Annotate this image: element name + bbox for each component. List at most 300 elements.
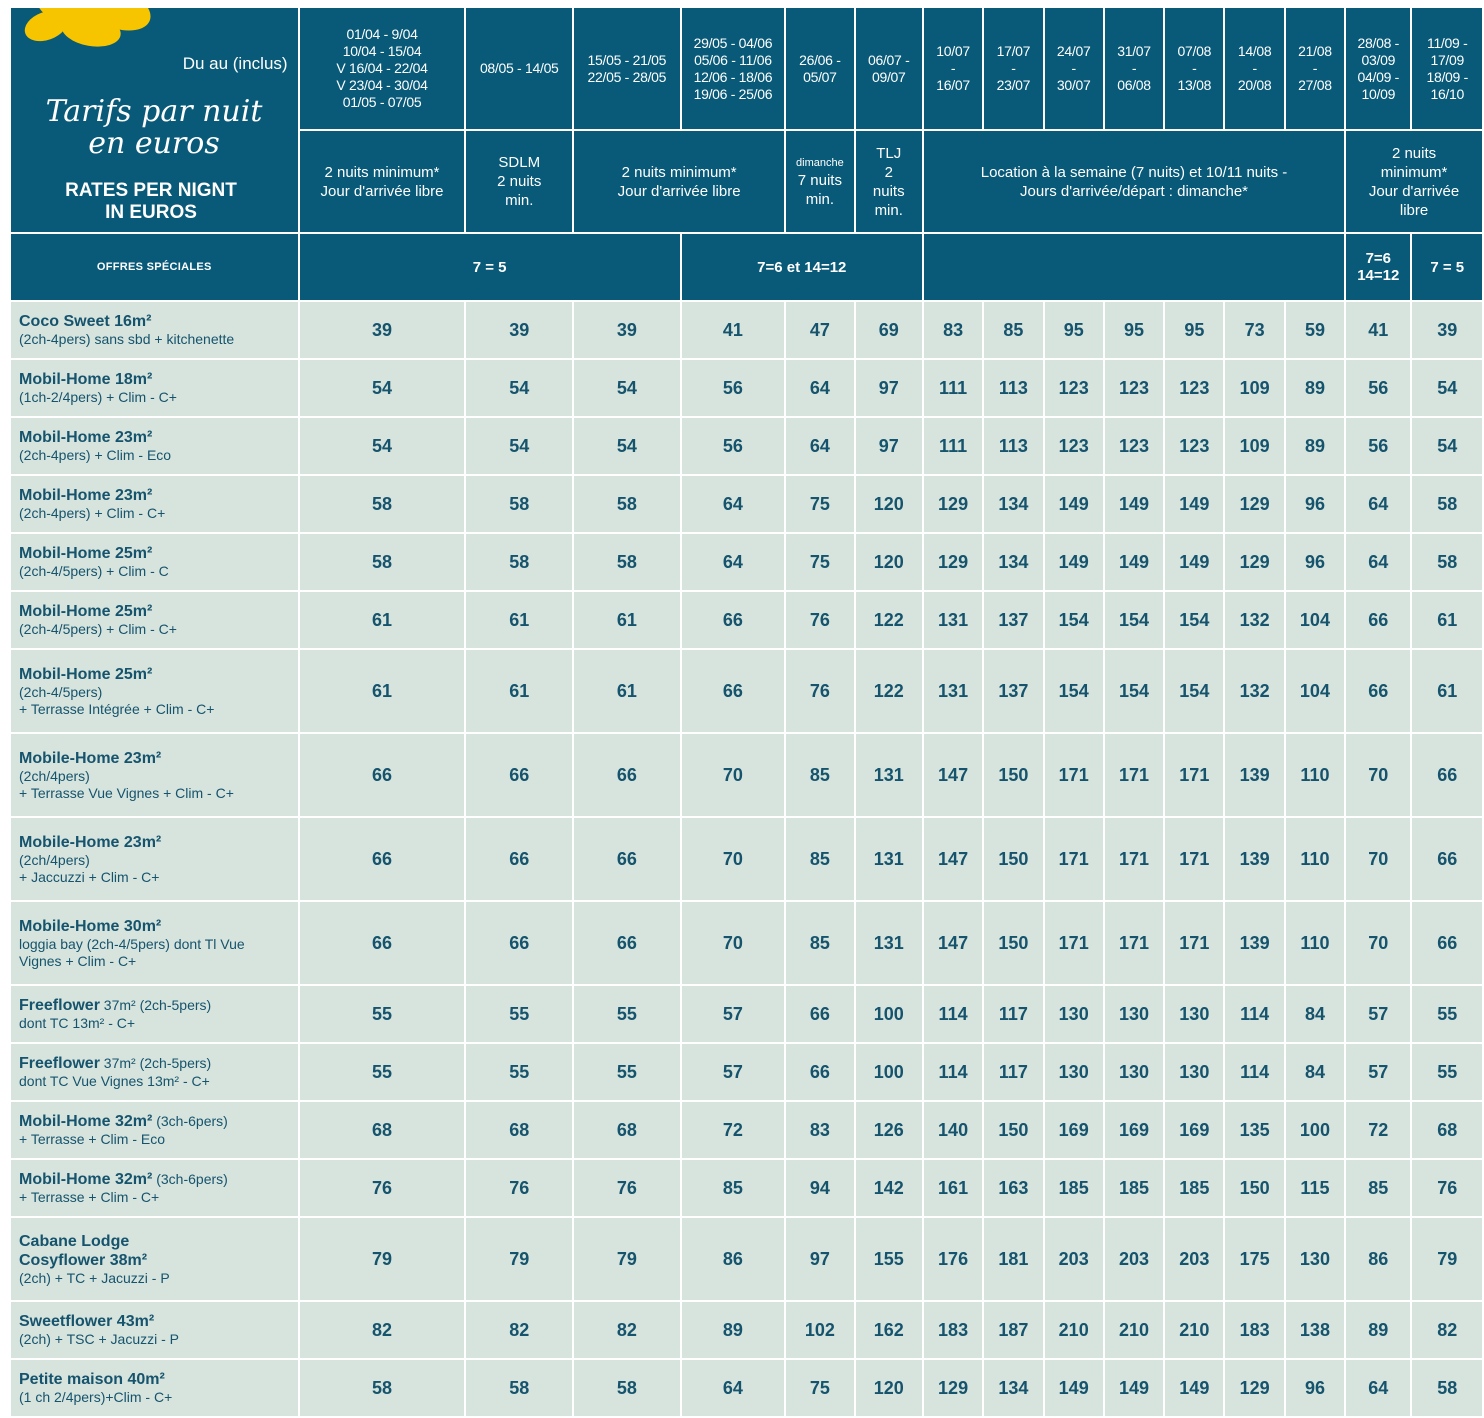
- price-cell: 97: [855, 359, 923, 417]
- accommodation-name-cell: [10, 649, 299, 733]
- price-cell: 66: [785, 985, 854, 1043]
- period-line: 03/09: [1361, 51, 1396, 68]
- accommodation-name: [19, 602, 292, 621]
- price-cell: 84: [1285, 1043, 1345, 1101]
- price-cell: 113: [983, 417, 1043, 475]
- period-header-cell: [465, 7, 573, 130]
- accommodation-name: [19, 312, 292, 331]
- period-line: 01/04 - 9/04: [346, 26, 418, 42]
- price-cell: 75: [785, 1359, 854, 1417]
- price-cell: 58: [299, 533, 466, 591]
- price-cell: 129: [923, 533, 983, 591]
- period-line: 17/07: [996, 43, 1031, 59]
- accommodation-detail: dont TC 13m² - C+: [19, 1015, 136, 1031]
- price-cell: 147: [923, 901, 983, 985]
- price-cell: 122: [855, 649, 923, 733]
- accommodation-detail: + Terrasse + Clim - C+: [19, 1189, 160, 1205]
- table-row: [10, 1217, 1483, 1301]
- rates-table: [9, 6, 1484, 1418]
- price-cell: 58: [465, 533, 573, 591]
- condition-line: 2 nuits minimum*: [621, 163, 737, 181]
- accommodation-name-suffix: 37m² (2ch-5pers): [99, 997, 212, 1013]
- table-row: [10, 901, 1483, 985]
- accommodation-name: [19, 1054, 292, 1073]
- period-line: 31/07: [1117, 43, 1151, 59]
- price-cell: 139: [1224, 901, 1284, 985]
- accommodation-detail: loggia bay (2ch-4/5pers) dont Tl Vue: [19, 935, 245, 952]
- price-cell: 55: [299, 985, 466, 1043]
- price-cell: 117: [983, 1043, 1043, 1101]
- price-cell: 57: [1345, 1043, 1411, 1101]
- price-cell: 76: [1411, 1159, 1483, 1217]
- accommodation-name: [19, 428, 292, 447]
- price-cell: 66: [573, 817, 681, 901]
- price-cell: 129: [923, 1359, 983, 1417]
- price-cell: 169: [1164, 1101, 1224, 1159]
- period-line: -: [1252, 60, 1257, 76]
- price-cell: 68: [573, 1101, 681, 1159]
- price-cell: 147: [923, 733, 983, 817]
- rates-table-container: [9, 6, 1484, 1418]
- price-cell: 64: [681, 533, 786, 591]
- accommodation-name: [19, 486, 292, 505]
- price-cell: 41: [681, 301, 786, 359]
- price-cell: 171: [1164, 901, 1224, 985]
- price-cell: 61: [299, 591, 466, 649]
- period-header-cell: [1164, 7, 1224, 130]
- period-line: 01/05 - 07/05: [342, 94, 422, 110]
- special-offer-cell: 7=6 et 14=12: [681, 233, 923, 301]
- table-row: [10, 1159, 1483, 1217]
- price-cell: 66: [465, 901, 573, 985]
- price-cell: 55: [573, 1043, 681, 1101]
- price-cell: 76: [785, 649, 854, 733]
- price-cell: 61: [1411, 649, 1483, 733]
- price-cell: 149: [1104, 533, 1164, 591]
- price-cell: 137: [983, 591, 1043, 649]
- accommodation-name-line2: Cosyflower 38m²: [19, 1251, 148, 1269]
- price-cell: 85: [785, 733, 854, 817]
- price-cell: 150: [1224, 1159, 1284, 1217]
- price-cell: 163: [983, 1159, 1043, 1217]
- accommodation-detail: (1 ch 2/4pers)+Clim - C+: [19, 1389, 173, 1405]
- accommodation-name-text: Cabane Lodge: [19, 1232, 130, 1250]
- price-cell: 149: [1164, 475, 1224, 533]
- price-cell: 161: [923, 1159, 983, 1217]
- price-cell: 210: [1044, 1301, 1104, 1359]
- period-line: 13/08: [1177, 77, 1212, 93]
- accommodation-detail: (2ch-4/5pers): [19, 683, 103, 700]
- condition-header-cell: [855, 130, 923, 233]
- period-line: 26/06 -: [799, 51, 841, 68]
- special-offer-cell: 7 = 5: [1411, 233, 1483, 301]
- price-cell: 185: [1044, 1159, 1104, 1217]
- period-line: 28/08 -: [1357, 34, 1400, 51]
- price-cell: 95: [1164, 301, 1224, 359]
- price-cell: 83: [785, 1101, 854, 1159]
- period-line: 05/06 - 11/06: [694, 51, 772, 68]
- price-cell: 39: [299, 301, 466, 359]
- price-cell: 175: [1224, 1217, 1284, 1301]
- price-cell: 100: [1285, 1101, 1345, 1159]
- price-cell: 70: [681, 817, 786, 901]
- special-offers-row: [10, 233, 1483, 301]
- accommodation-name-cell: [10, 475, 299, 533]
- price-cell: 132: [1224, 649, 1284, 733]
- price-cell: 76: [465, 1159, 573, 1217]
- condition-header-cell: [785, 130, 854, 233]
- price-cell: 70: [681, 901, 786, 985]
- condition-header-cell: [923, 130, 1345, 233]
- price-cell: 79: [465, 1217, 573, 1301]
- price-cell: 70: [681, 733, 786, 817]
- price-cell: 120: [855, 475, 923, 533]
- price-cell: 61: [465, 591, 573, 649]
- price-cell: 149: [1104, 1359, 1164, 1417]
- accommodation-name-cell: [10, 1359, 299, 1417]
- period-line: 27/08: [1298, 77, 1332, 93]
- price-cell: 131: [855, 733, 923, 817]
- price-cell: 39: [465, 301, 573, 359]
- accommodation-name: [19, 917, 292, 936]
- accommodation-name-text: Mobile-Home 23m²: [19, 833, 162, 851]
- price-cell: 66: [573, 733, 681, 817]
- table-row: [10, 1043, 1483, 1101]
- condition-header-cell: [573, 130, 785, 233]
- period-header-cell: [1345, 7, 1411, 130]
- price-cell: 54: [1411, 417, 1483, 475]
- price-cell: 66: [299, 733, 466, 817]
- price-cell: 171: [1044, 817, 1104, 901]
- period-line: 15/05 - 21/05: [587, 51, 667, 68]
- accommodation-name: [19, 1112, 292, 1131]
- accommodation-detail: + Terrasse + Clim - Eco: [19, 1131, 166, 1147]
- price-cell: 55: [573, 985, 681, 1043]
- price-cell: 134: [983, 475, 1043, 533]
- period-line: V 16/04 - 22/04: [336, 60, 428, 76]
- price-cell: 111: [923, 359, 983, 417]
- accommodation-detail: (2ch) + TSC + Jacuzzi - P: [19, 1331, 180, 1347]
- price-cell: 113: [983, 359, 1043, 417]
- price-cell: 171: [1104, 901, 1164, 985]
- periods-header-row: [10, 7, 1483, 130]
- price-cell: 56: [1345, 359, 1411, 417]
- price-cell: 58: [573, 1359, 681, 1417]
- price-cell: 100: [855, 1043, 923, 1101]
- accommodation-name-cell: [10, 301, 299, 359]
- price-cell: 110: [1285, 901, 1345, 985]
- accommodation-name-text: Sweetflower 43m²: [19, 1313, 155, 1330]
- period-header-cell: [923, 7, 983, 130]
- rates-subtitle-line1: RATES PER NIGNT: [65, 180, 237, 201]
- price-cell: 89: [1345, 1301, 1411, 1359]
- price-cell: 185: [1164, 1159, 1224, 1217]
- price-cell: 100: [855, 985, 923, 1043]
- price-cell: 56: [1345, 417, 1411, 475]
- price-cell: 171: [1164, 817, 1224, 901]
- price-cell: 79: [573, 1217, 681, 1301]
- price-cell: 70: [1345, 817, 1411, 901]
- price-cell: 64: [1345, 533, 1411, 591]
- price-cell: 58: [1411, 475, 1483, 533]
- special-offer-line: 7=6: [1365, 250, 1392, 267]
- price-cell: 82: [1411, 1301, 1483, 1359]
- price-cell: 150: [983, 733, 1043, 817]
- special-offer-line: 14=12: [1357, 267, 1400, 284]
- price-cell: 79: [299, 1217, 466, 1301]
- period-line: -: [1011, 60, 1016, 76]
- condition-line: Jour d'arrivée libre: [617, 182, 741, 200]
- price-cell: 82: [465, 1301, 573, 1359]
- period-line: -: [1192, 60, 1197, 76]
- price-cell: 102: [785, 1301, 854, 1359]
- period-line: 23/07: [996, 77, 1031, 93]
- price-cell: 72: [681, 1101, 786, 1159]
- price-cell: 210: [1104, 1301, 1164, 1359]
- price-cell: 109: [1224, 359, 1284, 417]
- price-cell: 123: [1164, 417, 1224, 475]
- price-cell: 150: [983, 817, 1043, 901]
- special-offer-empty-cell: [923, 233, 1345, 301]
- condition-line: Jour d'arrivée libre: [320, 182, 444, 200]
- table-row: [10, 1101, 1483, 1159]
- price-cell: 58: [1411, 533, 1483, 591]
- table-row: [10, 591, 1483, 649]
- condition-line: 2 nuits: [1391, 144, 1437, 162]
- flower-logo-icon: [11, 7, 161, 68]
- accommodation-detail: (2ch/4pers): [19, 767, 90, 784]
- price-cell: 126: [855, 1101, 923, 1159]
- price-cell: 130: [1104, 985, 1164, 1043]
- price-cell: 183: [1224, 1301, 1284, 1359]
- special-offer-cell: [1345, 233, 1411, 301]
- price-cell: 64: [1345, 475, 1411, 533]
- price-cell: 154: [1104, 649, 1164, 733]
- accommodation-name-cell: [10, 1159, 299, 1217]
- special-offers-label: OFFRES SPÉCIALES: [10, 233, 299, 301]
- tarifs-title: [29, 96, 279, 160]
- price-cell: 129: [1224, 1359, 1284, 1417]
- price-cell: 149: [1044, 533, 1104, 591]
- accommodation-name-cell: [10, 985, 299, 1043]
- table-row: [10, 649, 1483, 733]
- accommodation-detail: dont TC Vue Vignes 13m² - C+: [19, 1073, 210, 1089]
- price-cell: 66: [1411, 733, 1483, 817]
- accommodation-detail: (2ch) + TC + Jacuzzi - P: [19, 1269, 170, 1286]
- accommodation-name-text: Mobile-Home 30m²: [19, 917, 162, 935]
- price-cell: 68: [465, 1101, 573, 1159]
- price-cell: 75: [785, 475, 854, 533]
- table-row: [10, 359, 1483, 417]
- price-cell: 55: [299, 1043, 466, 1101]
- accommodation-detail: (2ch-4pers) sans sbd + kitchenette: [19, 331, 235, 347]
- price-cell: 56: [681, 417, 786, 475]
- price-cell: 55: [1411, 985, 1483, 1043]
- accommodation-name: [19, 833, 292, 852]
- period-line: -: [950, 60, 956, 76]
- table-row: [10, 533, 1483, 591]
- price-cell: 139: [1224, 817, 1284, 901]
- accommodation-name-text: Mobil-Home 23m²: [19, 429, 153, 446]
- price-cell: 56: [681, 359, 786, 417]
- accommodation-name-text: Mobil-Home 32m²: [19, 1113, 153, 1130]
- price-cell: 185: [1104, 1159, 1164, 1217]
- price-cell: 66: [1345, 591, 1411, 649]
- price-cell: 134: [983, 533, 1043, 591]
- price-cell: 131: [923, 591, 983, 649]
- price-cell: 114: [1224, 985, 1284, 1043]
- accommodation-name-text: Mobil-Home 32m²: [19, 1171, 153, 1188]
- condition-header-cell: [1345, 130, 1483, 233]
- accommodation-name-text: Mobil-Home 25m²: [19, 545, 153, 562]
- table-row: [10, 301, 1483, 359]
- price-cell: 147: [923, 817, 983, 901]
- price-cell: 39: [573, 301, 681, 359]
- price-cell: 47: [785, 301, 854, 359]
- period-line: 16/07: [936, 77, 970, 93]
- price-cell: 55: [1411, 1043, 1483, 1101]
- price-cell: 84: [1285, 985, 1345, 1043]
- price-cell: 171: [1104, 733, 1164, 817]
- accommodation-name-cell: [10, 1217, 299, 1301]
- price-cell: 83: [923, 301, 983, 359]
- price-cell: 104: [1285, 591, 1345, 649]
- period-line: 09/07: [871, 68, 906, 85]
- price-cell: 69: [855, 301, 923, 359]
- accommodation-name-cell: [10, 533, 299, 591]
- period-line: 18/09 -: [1426, 68, 1468, 85]
- price-cell: 94: [785, 1159, 854, 1217]
- accommodation-detail: (2ch-4/5pers) + Clim - C: [19, 563, 169, 579]
- condition-line: dimanche: [796, 156, 844, 169]
- price-cell: 149: [1104, 475, 1164, 533]
- price-cell: 89: [1285, 417, 1345, 475]
- price-cell: 129: [1224, 533, 1284, 591]
- price-cell: 89: [681, 1301, 786, 1359]
- table-row: [10, 733, 1483, 817]
- period-header-cell: [1285, 7, 1345, 130]
- period-line: -: [1131, 60, 1137, 76]
- price-cell: 57: [681, 1043, 786, 1101]
- price-cell: 54: [299, 417, 466, 475]
- price-cell: 115: [1285, 1159, 1345, 1217]
- price-cell: 66: [785, 1043, 854, 1101]
- table-row: [10, 817, 1483, 901]
- price-cell: 76: [573, 1159, 681, 1217]
- price-cell: 70: [1345, 733, 1411, 817]
- accommodation-name-suffix: (3ch-6pers): [152, 1171, 228, 1187]
- period-line: -: [1312, 60, 1318, 76]
- price-cell: 123: [1104, 359, 1164, 417]
- period-line: 19/06 - 25/06: [693, 85, 773, 102]
- price-cell: 154: [1164, 649, 1224, 733]
- date-range-label: Du au (inclus): [182, 54, 288, 73]
- price-cell: 187: [983, 1301, 1043, 1359]
- price-cell: 140: [923, 1101, 983, 1159]
- price-cell: 64: [681, 1359, 786, 1417]
- price-cell: 66: [299, 817, 466, 901]
- price-cell: 132: [1224, 591, 1284, 649]
- price-cell: 58: [299, 1359, 466, 1417]
- price-cell: 54: [465, 417, 573, 475]
- rates-subtitle-line2: IN EUROS: [105, 202, 197, 223]
- price-cell: 55: [465, 1043, 573, 1101]
- price-cell: 110: [1285, 817, 1345, 901]
- price-cell: 111: [923, 417, 983, 475]
- condition-line: nuits: [872, 182, 905, 200]
- price-cell: 79: [1411, 1217, 1483, 1301]
- price-cell: 85: [983, 301, 1043, 359]
- rates-table-body: [10, 301, 1483, 1417]
- price-cell: 130: [1044, 1043, 1104, 1101]
- price-cell: 154: [1164, 591, 1224, 649]
- price-cell: 114: [923, 985, 983, 1043]
- period-line: 10/04 - 15/04: [342, 43, 422, 59]
- accommodation-name-text: Petite maison 40m²: [19, 1371, 165, 1388]
- price-cell: 57: [1345, 985, 1411, 1043]
- price-cell: 85: [1345, 1159, 1411, 1217]
- price-cell: 130: [1164, 985, 1224, 1043]
- price-cell: 54: [299, 359, 466, 417]
- accommodation-name: [19, 1232, 292, 1251]
- price-cell: 58: [465, 475, 573, 533]
- condition-line: Location à la semaine (7 nuits) et 10/11 nuits -: [980, 163, 1288, 181]
- table-row: [10, 1359, 1483, 1417]
- price-cell: 183: [923, 1301, 983, 1359]
- period-line: 08/05 - 14/05: [479, 60, 559, 76]
- accommodation-name: [19, 665, 292, 684]
- condition-line: min.: [874, 201, 903, 219]
- condition-line: Jours d'arrivée/départ : dimanche*: [1020, 182, 1248, 200]
- price-cell: 57: [681, 985, 786, 1043]
- accommodation-name-cell: [10, 1043, 299, 1101]
- tarifs-title-line1: Tarifs par nuit: [45, 94, 263, 129]
- price-cell: 131: [855, 817, 923, 901]
- period-line: 16/10: [1430, 85, 1464, 102]
- price-cell: 154: [1104, 591, 1164, 649]
- price-cell: 76: [785, 591, 854, 649]
- price-cell: 41: [1345, 301, 1411, 359]
- price-cell: 149: [1164, 1359, 1224, 1417]
- price-cell: 137: [983, 649, 1043, 733]
- period-header-cell: [1104, 7, 1164, 130]
- price-cell: 97: [785, 1217, 854, 1301]
- condition-line: Jour d'arrivée: [1368, 182, 1460, 200]
- price-cell: 171: [1044, 901, 1104, 985]
- price-cell: 110: [1285, 733, 1345, 817]
- period-line: 12/06 - 18/06: [693, 68, 773, 85]
- price-cell: 64: [785, 359, 854, 417]
- period-line: 24/07: [1056, 43, 1091, 59]
- price-cell: 66: [1345, 649, 1411, 733]
- price-cell: 85: [785, 901, 854, 985]
- price-cell: 131: [923, 649, 983, 733]
- accommodation-name: [19, 544, 292, 563]
- accommodation-detail: (2ch-4pers) + Clim - C+: [19, 505, 166, 521]
- price-cell: 72: [1345, 1101, 1411, 1159]
- accommodation-detail: (1ch-2/4pers) + Clim - C+: [19, 389, 177, 405]
- price-cell: 176: [923, 1217, 983, 1301]
- condition-line: 2 nuits minimum*: [324, 163, 440, 181]
- price-cell: 82: [573, 1301, 681, 1359]
- condition-header-cell: [299, 130, 466, 233]
- price-cell: 154: [1044, 591, 1104, 649]
- condition-line: 7 nuits: [797, 171, 842, 189]
- period-line: 14/08: [1237, 43, 1272, 59]
- price-cell: 61: [465, 649, 573, 733]
- period-header-cell: [299, 7, 466, 130]
- period-line: 05/07: [803, 68, 837, 85]
